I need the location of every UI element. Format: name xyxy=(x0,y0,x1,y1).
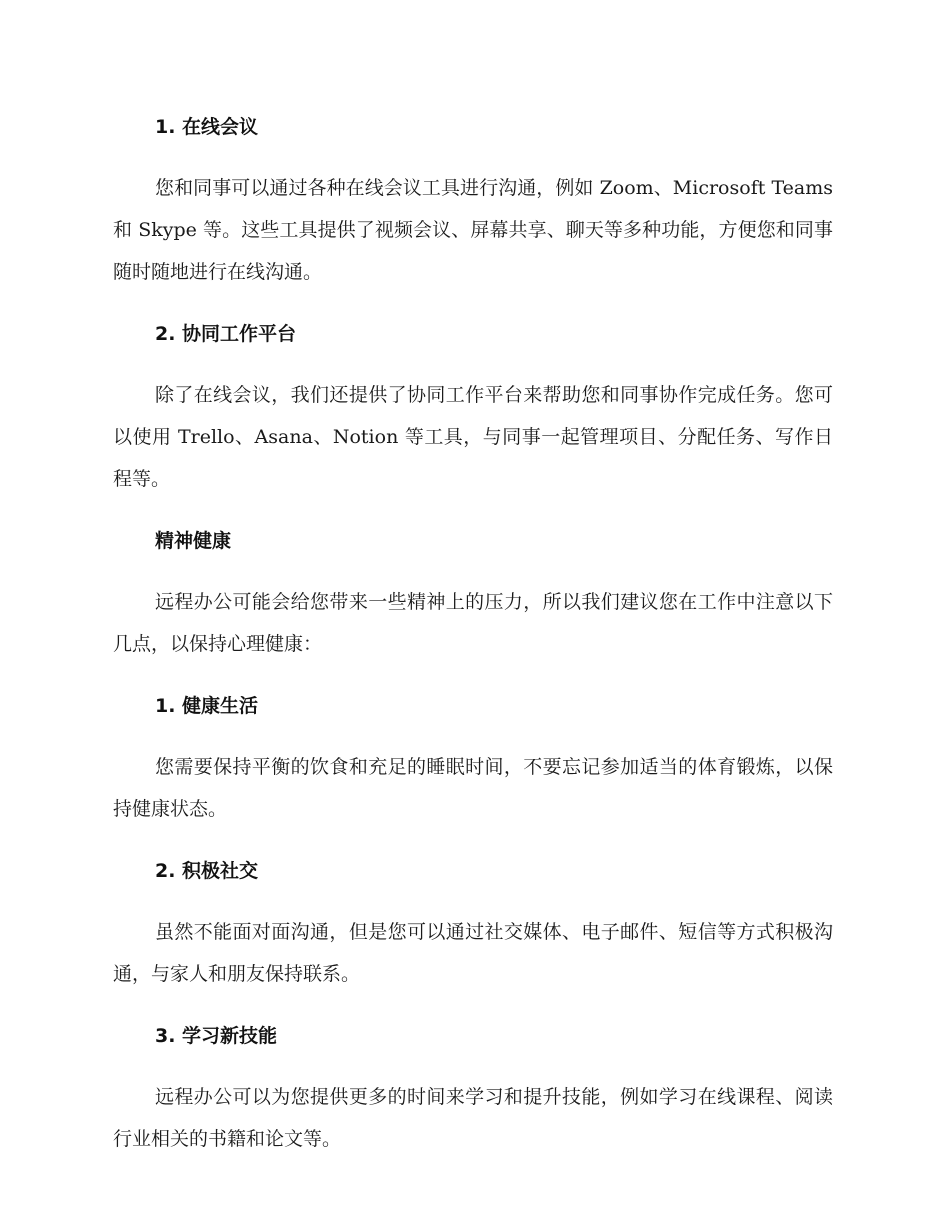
section-heading-mental-health: 精神健康 xyxy=(155,530,232,552)
section-heading-learn-new-skills: 3. 学习新技能 xyxy=(155,1025,278,1047)
paragraph-active-social: 虽然不能面对面沟通，但是您可以通过社交媒体、电子邮件、短信等方式积极沟通，与家人和朋友保持联系。 xyxy=(113,921,833,985)
section-heading-healthy-living: 1. 健康生活 xyxy=(155,695,259,717)
paragraph-online-meeting: 您和同事可以通过各种在线会议工具进行沟通，例如 Zoom、Microsoft Teams 和 Skype 等。这些工具提供了视频会议、屏幕共享、聊天等多种功能，方便您和同事随时随地进行在线沟通。 xyxy=(113,177,833,283)
section-heading-active-social: 2. 积极社交 xyxy=(155,860,259,882)
section-heading-online-meeting: 1. 在线会议 xyxy=(155,116,259,138)
document-body xyxy=(113,112,833,1160)
paragraph-learn-new-skills: 远程办公可以为您提供更多的时间来学习和提升技能，例如学习在线课程、阅读行业相关的书籍和论文等。 xyxy=(113,1086,833,1150)
section-heading-collaboration-platform: 2. 协同工作平台 xyxy=(155,323,297,345)
paragraph-healthy-living: 您需要保持平衡的饮食和充足的睡眠时间，不要忘记参加适当的体育锻炼，以保持健康状态。 xyxy=(113,756,833,820)
paragraph-collaboration-platform: 除了在线会议，我们还提供了协同工作平台来帮助您和同事协作完成任务。您可以使用 Trello、Asana、Notion 等工具，与同事一起管理项目、分配任务、写作日程等。 xyxy=(113,384,833,490)
paragraph-mental-health: 远程办公可能会给您带来一些精神上的压力，所以我们建议您在工作中注意以下几点，以保持心理健康： xyxy=(113,591,833,655)
